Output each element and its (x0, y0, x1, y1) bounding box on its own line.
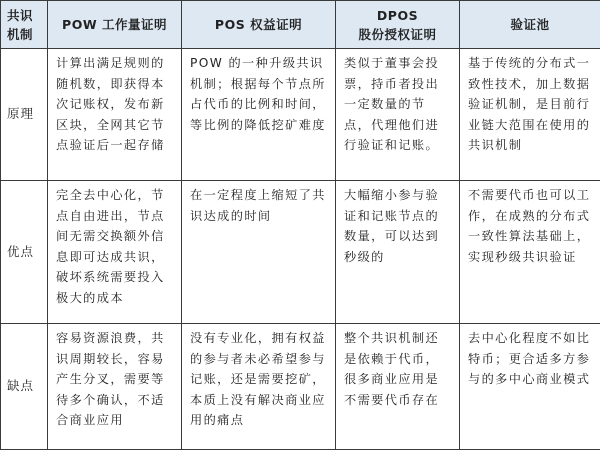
row-label-advantages: 优点 (1, 181, 48, 324)
table-row-advantages (1, 181, 600, 324)
header-dpos-line1: DPOS (376, 7, 419, 23)
table-row-disadvantages (1, 324, 600, 450)
cell-disadvantages-pos: 没有专业化，拥有权益的参与者未必希望参与记账，还是需要挖矿，本质上没有解决商业应用的痛点 (182, 324, 336, 450)
cell-principle-pool: 基于传统的分布式一致性技术，加上数据验证机制，是目前行业链大范围在使用的共识机制 (460, 49, 600, 181)
cell-advantages-pow: 完全去中心化，节点自由进出，节点间无需交换额外信息即可达成共识，破坏系统需要投入极大的成本 (48, 181, 182, 324)
cell-principle-pow: 计算出满足规则的随机数，即获得本次记账权，发布新区块，全网其它节点验证后一起存储 (48, 49, 182, 181)
header-pool: 验证池 (460, 1, 600, 49)
header-consensus-line2: 机制 (7, 26, 34, 42)
header-dpos (336, 1, 460, 49)
cell-advantages-pool: 不需要代币也可以工作，在成熟的分布式一致性算法基础上，实现秒级共识验证 (460, 181, 600, 324)
cell-disadvantages-pow: 容易资源浪费，共识周期较长，容易产生分叉，需要等待多个确认，不适合商业应用 (48, 324, 182, 450)
cell-principle-pos: POW 的一种升级共识机制；根据每个节点所占代币的比例和时间，等比例的降低挖矿难度 (182, 49, 336, 181)
cell-disadvantages-pool: 去中心化程度不如比特币；更合适多方参与的多中心商业模式 (460, 324, 600, 450)
row-label-disadvantages: 缺点 (1, 324, 48, 450)
cell-advantages-dpos: 大幅缩小参与验证和记账节点的数量，可以达到秒级的 (336, 181, 460, 324)
header-consensus (1, 1, 48, 49)
cell-advantages-pos: 在一定程度上缩短了共识达成的时间 (182, 181, 336, 324)
header-dpos-line2: 股份授权证明 (358, 26, 437, 42)
cell-disadvantages-dpos: 整个共识机制还是依赖于代币，很多商业应用是不需要代币存在 (336, 324, 460, 450)
table-row-principle (1, 49, 600, 181)
header-pow: POW 工作量证明 (48, 1, 182, 49)
cell-principle-dpos: 类似于董事会投票，持币者投出一定数量的节点，代理他们进行验证和记账。 (336, 49, 460, 181)
row-label-principle: 原理 (1, 49, 48, 181)
header-pos: POS 权益证明 (182, 1, 336, 49)
header-consensus-line1: 共识 (7, 7, 34, 23)
table-header-row (1, 1, 600, 49)
